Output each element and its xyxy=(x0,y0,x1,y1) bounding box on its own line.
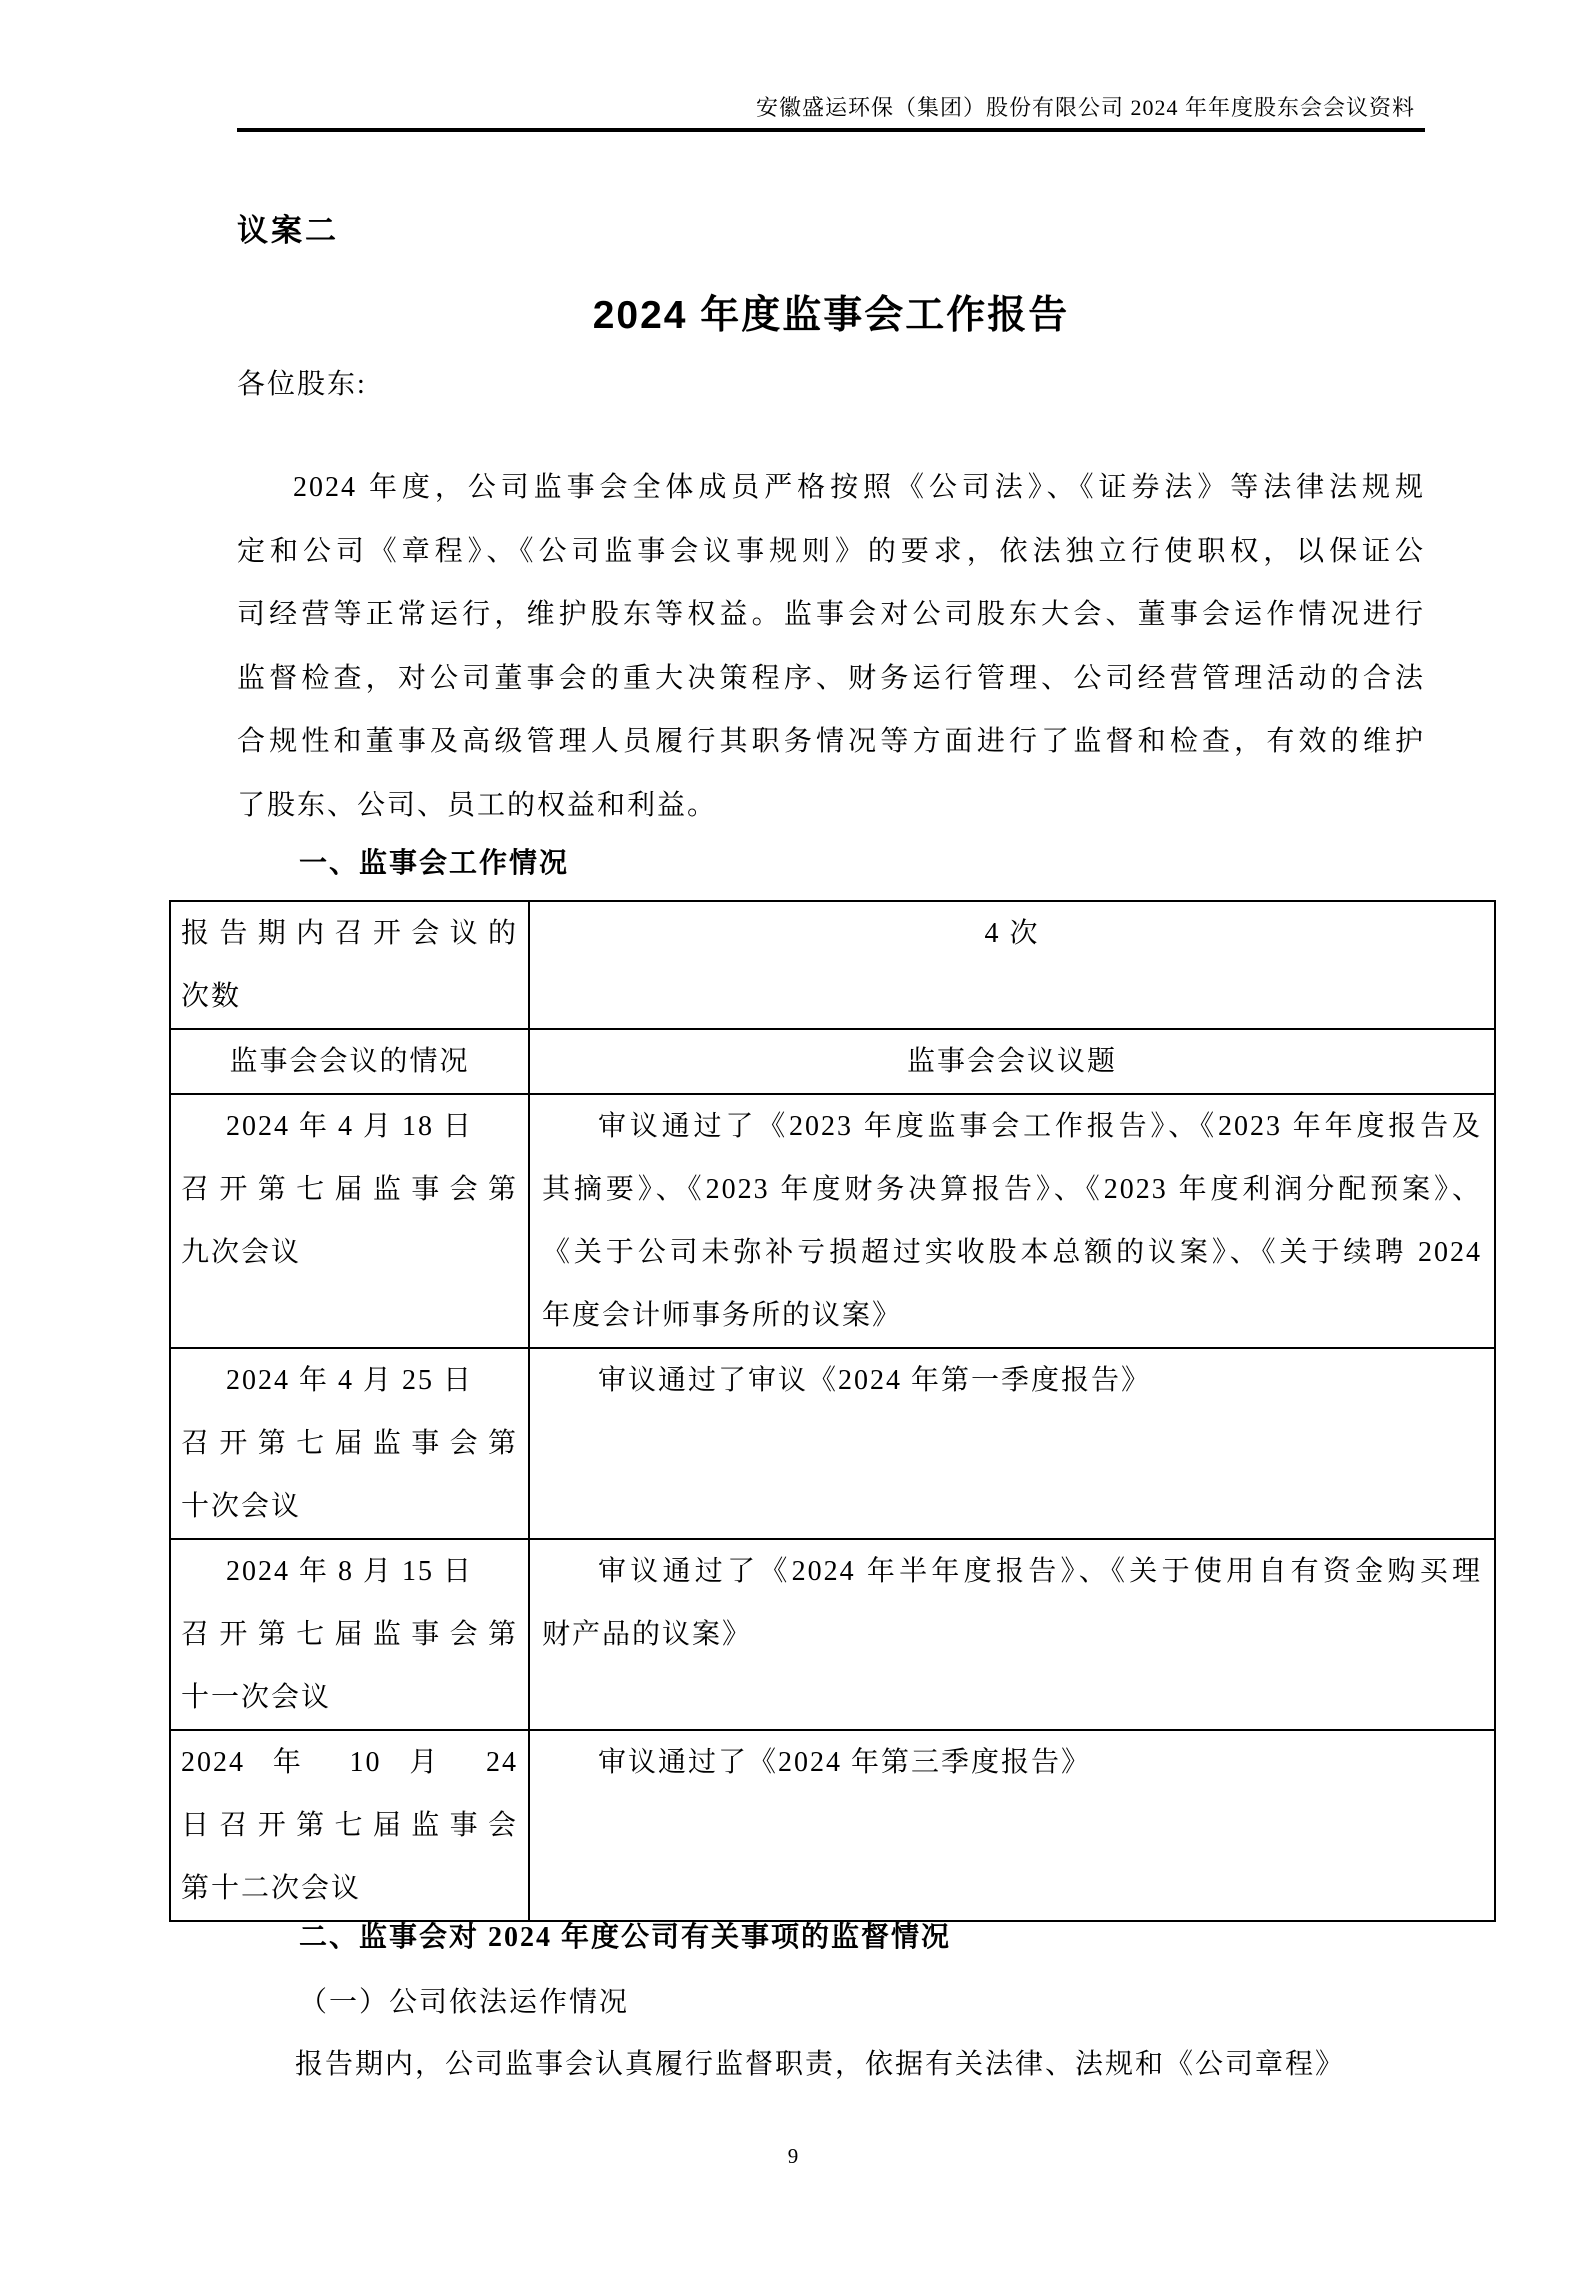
text-line: 定和公司《章程》、《公司监事会议事规则》的要求，依法独立行使职权，以保证公 xyxy=(237,535,1425,567)
text-line: 财产品的议案》 xyxy=(542,1619,753,1650)
text-line: 2024 年度，公司监事会全体成员严格按照《公司法》、《证券法》等法律法规规 xyxy=(293,472,1425,503)
table-row xyxy=(170,1539,1495,1730)
meeting-info-cell xyxy=(170,1094,529,1348)
text-line: 监督检查，对公司董事会的重大决策程序、财务运行管理、公司经营管理活动的合法 xyxy=(237,662,1425,694)
meeting-topics-cell xyxy=(529,901,1495,1029)
text-line: 十一次会议 xyxy=(181,1682,332,1713)
page-number: 9 xyxy=(787,2144,799,2168)
meeting-topics-cell xyxy=(529,1539,1495,1730)
text-line: 监事会会议的情况 xyxy=(229,1046,470,1077)
table-row xyxy=(170,901,1495,1029)
text-line: 九次会议 xyxy=(181,1237,302,1268)
text-line: 召开第七届监事会第 xyxy=(181,1174,518,1205)
text-line: 审议通过了审议《2024 年第一季度报告》 xyxy=(598,1365,1152,1396)
meeting-topics-cell xyxy=(529,1348,1495,1539)
text-line: 2024 年 4 月 18 日 xyxy=(225,1111,473,1142)
meetings-table xyxy=(169,900,1496,1922)
table-row xyxy=(170,1730,1495,1921)
table-row xyxy=(170,1029,1495,1094)
text-line: 审议通过了《2023 年度监事会工作报告》、《2023 年年度报告及 xyxy=(598,1111,1482,1142)
page-title: 2024 年度监事会工作报告 xyxy=(592,294,1070,337)
meeting-info-cell xyxy=(170,1730,529,1921)
salutation: 各位股东: xyxy=(237,369,367,400)
text-line: 《关于公司未弥补亏损超过实收股本总额的议案》、《关于续聘 2024 xyxy=(542,1237,1482,1268)
text-line: 审议通过了《2024 年半年度报告》、《关于使用自有资金购买理 xyxy=(598,1556,1482,1587)
section-2-heading: 二、监事会对 2024 年度公司有关事项的监督情况 xyxy=(299,1922,952,1953)
section-1-heading: 一、监事会工作情况 xyxy=(299,848,570,879)
table-row xyxy=(170,1348,1495,1539)
doc-header: 安徽盛运环保（集团）股份有限公司 2024 年年度股东会会议资料 xyxy=(755,95,1415,120)
text-line: 了股东、公司、员工的权益和利益。 xyxy=(237,789,718,821)
meeting-topics-cell xyxy=(529,1029,1495,1094)
meeting-info-cell xyxy=(170,1348,529,1539)
text-line: 日召开第七届监事会 xyxy=(181,1810,518,1841)
text-line: 次数 xyxy=(181,981,242,1012)
meeting-info-cell xyxy=(170,1029,529,1094)
table-row xyxy=(170,1094,1495,1348)
text-line: 监事会会议议题 xyxy=(906,1046,1117,1077)
section-2-paragraph: 报告期内，公司监事会认真履行监督职责，依据有关法律、法规和《公司章程》 xyxy=(295,2049,1346,2080)
text-line: 召开第七届监事会第 xyxy=(181,1619,518,1650)
meeting-topics-cell xyxy=(529,1094,1495,1348)
meetings-table-body xyxy=(170,901,1495,1921)
text-line: 召开第七届监事会第 xyxy=(181,1428,518,1459)
header-rule xyxy=(237,128,1425,132)
meeting-topics-cell xyxy=(529,1730,1495,1921)
text-line: 2024 年 4 月 25 日 xyxy=(225,1365,473,1396)
text-line: 其摘要》、《2023 年度财务决算报告》、《2023 年度利润分配预案》、 xyxy=(542,1174,1482,1205)
text-line: 十次会议 xyxy=(181,1491,302,1522)
text-line: 2024 年 10 月 24 xyxy=(181,1747,518,1778)
text-line: 4 次 xyxy=(984,918,1040,949)
text-line: 2024 年 8 月 15 日 xyxy=(225,1556,473,1587)
meeting-info-cell xyxy=(170,901,529,1029)
text-line: 年度会计师事务所的议案》 xyxy=(542,1300,903,1331)
meeting-info-cell xyxy=(170,1539,529,1730)
proposal-label: 议案二 xyxy=(237,213,339,248)
text-line: 第十二次会议 xyxy=(181,1873,362,1904)
text-line: 审议通过了《2024 年第三季度报告》 xyxy=(598,1747,1092,1778)
intro-paragraph xyxy=(237,456,1425,837)
text-line: 合规性和董事及高级管理人员履行其职务情况等方面进行了监督和检查，有效的维护 xyxy=(237,726,1425,757)
text-line: 司经营等正常运行，维护股东等权益。监事会对公司股东大会、董事会运作情况进行 xyxy=(237,599,1425,630)
section-2-subheading: （一）公司依法运作情况 xyxy=(299,1987,630,2018)
text-line: 报告期内召开会议的 xyxy=(181,918,518,949)
